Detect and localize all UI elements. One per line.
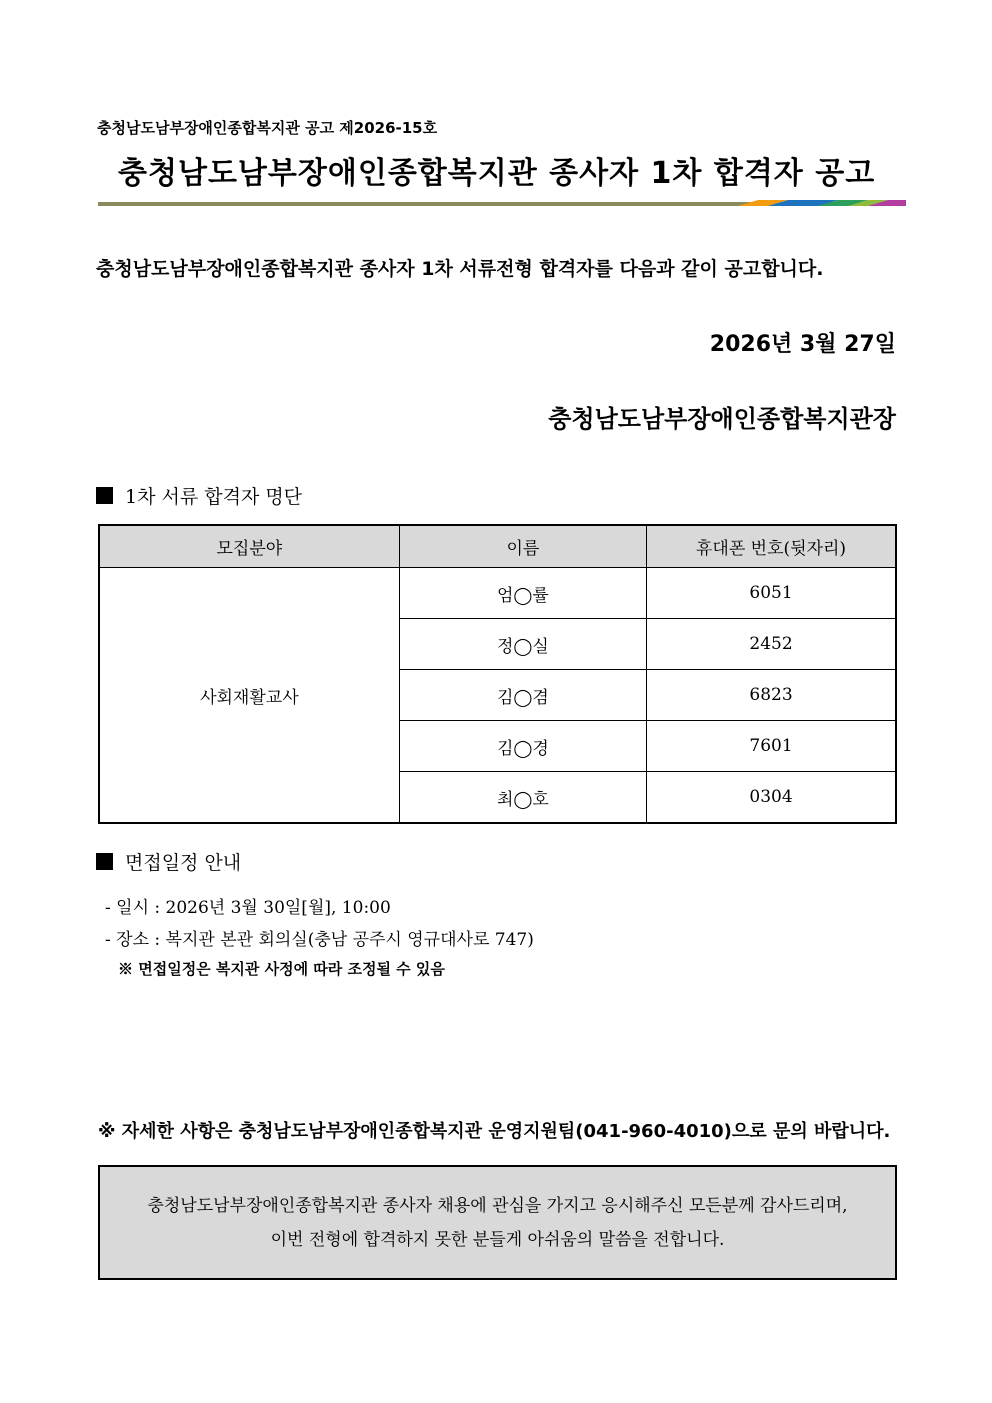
- square-bullet-icon: [96, 487, 113, 504]
- section-title: 1차 서류 합격자 명단: [125, 486, 303, 508]
- name-cell: 정◯실: [399, 619, 646, 670]
- notice-number: 충청남도남부장애인종합복지관 공고 제2026-15호: [97, 119, 438, 137]
- column-header-phone: 휴대폰 번호(뒷자리): [647, 525, 896, 568]
- phone-cell: 7601: [647, 721, 896, 772]
- passers-table: [98, 524, 897, 824]
- name-cell: 최◯호: [399, 772, 646, 824]
- thanks-box: [98, 1165, 897, 1280]
- name-cell: 김◯겸: [399, 670, 646, 721]
- phone-cell: 6051: [647, 568, 896, 619]
- interview-place: - 장소 : 복지관 본관 회의실(충남 공주시 영규대사로 747): [105, 930, 534, 950]
- column-header-field: 모집분야: [99, 525, 399, 568]
- section-heading-interview: [96, 848, 241, 875]
- square-bullet-icon: [96, 853, 113, 870]
- name-cell: 엄◯률: [399, 568, 646, 619]
- thanks-line: 충청남도남부장애인종합복지관 종사자 채용에 관심을 가지고 응시해주신 모든분께 감사드리며,: [147, 1196, 848, 1216]
- field-cell: 사회재활교사: [99, 568, 399, 824]
- thanks-line: 이번 전형에 합격하지 못한 분들게 아쉬움의 말씀을 전합니다.: [270, 1230, 725, 1250]
- phone-cell: 6823: [647, 670, 896, 721]
- column-header-name: 이름: [399, 525, 646, 568]
- table-header-row: [99, 525, 896, 568]
- name-cell: 김◯경: [399, 721, 646, 772]
- contact-notice: ※ 자세한 사항은 충청남도남부장애인종합복지관 운영지원팀(041-960-4010)으로 문의 바랍니다.: [98, 1121, 891, 1142]
- phone-cell: 0304: [647, 772, 896, 824]
- table-row: [99, 568, 896, 619]
- title-underline: [98, 200, 906, 207]
- interview-caution: ※ 면접일정은 복지관 사정에 따라 조정될 수 있음: [118, 960, 445, 978]
- interview-datetime: - 일시 : 2026년 3월 30일[월], 10:00: [105, 898, 391, 918]
- section-heading-passers: [96, 482, 302, 509]
- intro-text: 충청남도남부장애인종합복지관 종사자 1차 서류전형 합격자를 다음과 같이 공고합니다.: [96, 258, 824, 280]
- section-title: 면접일정 안내: [125, 852, 242, 874]
- phone-cell: 2452: [647, 619, 896, 670]
- notice-date: 2026년 3월 27일: [709, 332, 896, 357]
- page-title: 충청남도남부장애인종합복지관 종사자 1차 합격자 공고: [118, 156, 876, 191]
- signature: 충청남도남부장애인종합복지관장: [548, 405, 896, 433]
